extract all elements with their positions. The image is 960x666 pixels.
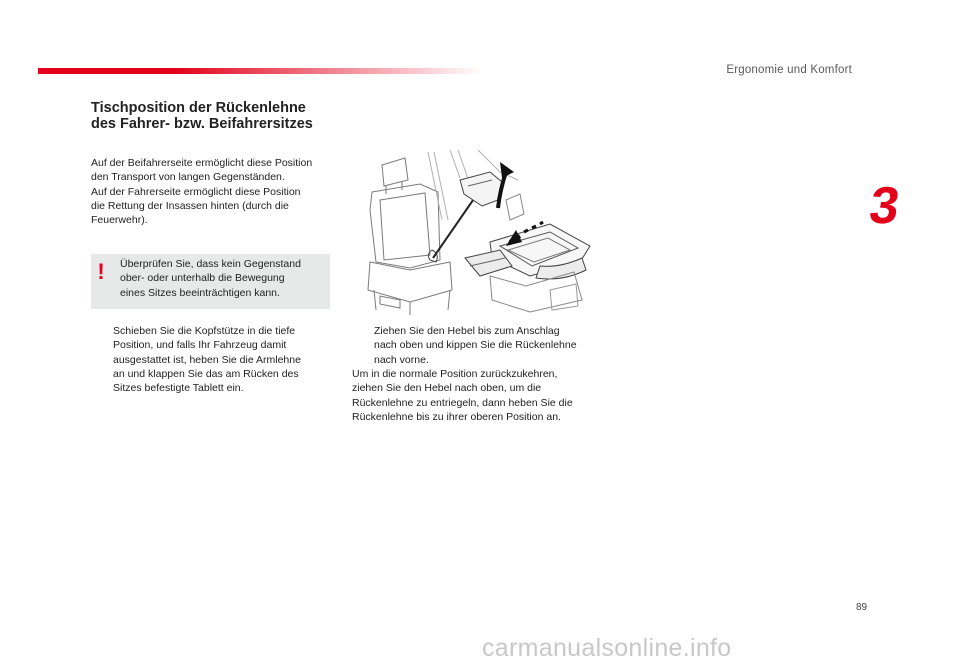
title-line-1: Tischposition der Rückenlehne — [91, 100, 306, 116]
intro-line: die Rettung der Insassen hinten (durch die — [91, 199, 289, 212]
step-1-text — [113, 324, 301, 395]
step-2 — [352, 324, 602, 369]
step-2-line: nach vorne. — [374, 353, 429, 366]
title-line-2: des Fahrer- bzw. Beifahrersitzes — [91, 116, 313, 132]
return-line: ziehen Sie den Hebel nach oben, um die — [352, 382, 542, 395]
step-1-line: ausgestattet ist, heben Sie die Armlehne — [113, 353, 301, 366]
warning-exclamation-icon: ! — [97, 259, 105, 284]
warning-text — [120, 257, 325, 300]
step-1 — [91, 324, 341, 404]
section-header: Ergonomie und Komfort — [726, 64, 852, 76]
intro-paragraph — [91, 156, 336, 227]
warning-box — [91, 254, 330, 309]
header-accent-bar — [38, 68, 483, 74]
step-2-text — [374, 324, 577, 367]
page-number: 89 — [856, 602, 868, 613]
step-1-line: Sitzes befestigte Tablett ein. — [113, 382, 244, 395]
return-line: Um in die normale Position zurückzukehren, — [352, 368, 558, 380]
warning-line: eines Sitzes beeinträchtigen kann. — [120, 286, 280, 299]
page-title — [91, 100, 313, 132]
intro-line: den Transport von langen Gegenständen. — [91, 171, 285, 184]
step-1-line: an und klappen Sie das am Rücken des — [113, 367, 299, 380]
seat-folding-illustration — [350, 150, 600, 315]
step-1-line: Position, und falls Ihr Fahrzeug damit — [113, 339, 287, 352]
return-paragraph — [352, 367, 602, 424]
return-line: Rückenlehne zu entriegeln, dann heben Sie die — [352, 396, 573, 409]
chapter-number: 3 — [865, 177, 903, 235]
step-1-line: Schieben Sie die Kopfstütze in die tiefe — [113, 325, 296, 337]
return-line: Rückenlehne bis zu ihrer oberen Position an. — [352, 410, 561, 423]
intro-line: Auf der Fahrerseite ermöglicht diese Position — [91, 185, 301, 198]
step-2-line: Ziehen Sie den Hebel bis zum Anschlag — [374, 325, 560, 337]
warning-line: Überprüfen Sie, dass kein Gegenstand — [120, 258, 301, 270]
watermark: carmanualsonline.info — [482, 634, 732, 662]
intro-line: Auf der Beifahrerseite ermöglicht diese Position — [91, 157, 313, 169]
step-2-line: nach oben und kippen Sie die Rückenlehne — [374, 339, 577, 352]
warning-line: ober- oder unterhalb die Bewegung — [120, 272, 285, 285]
intro-line: Feuerwehr). — [91, 214, 148, 227]
